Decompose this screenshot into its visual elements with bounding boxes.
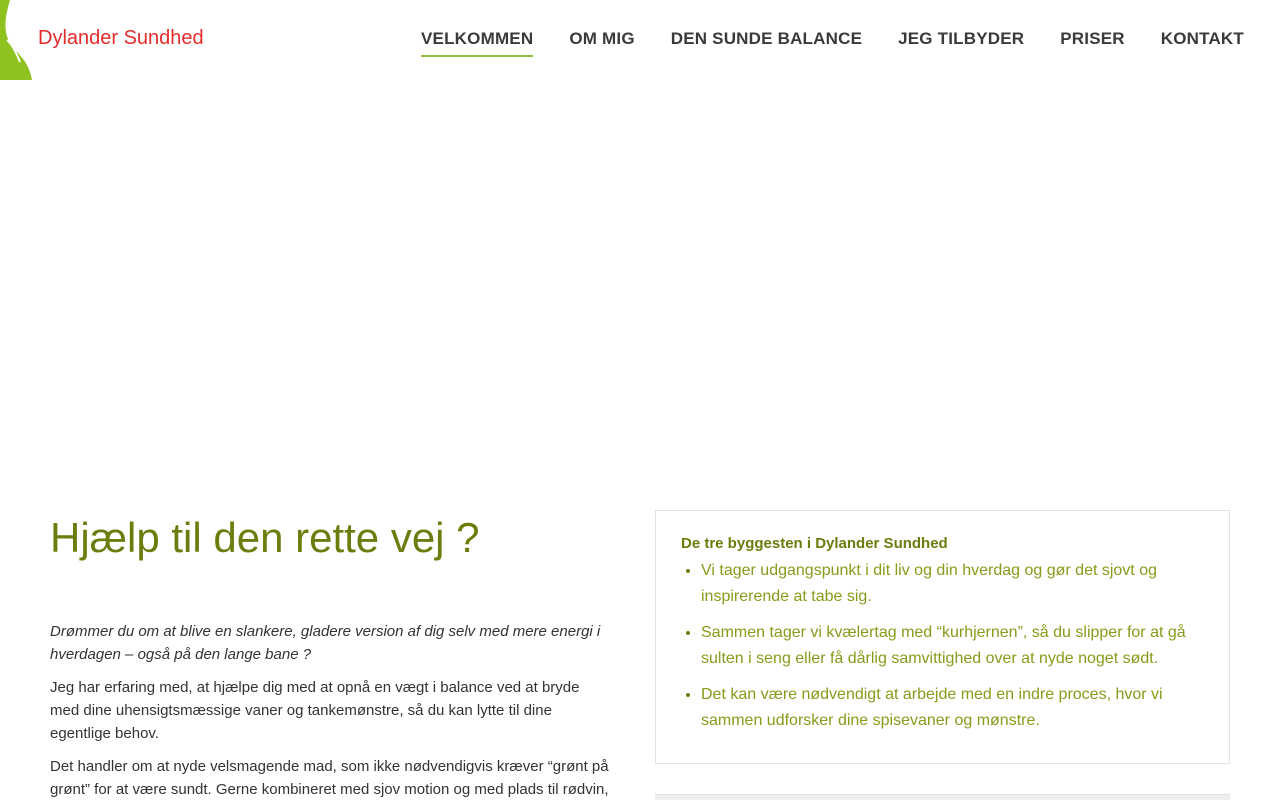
nav-item-velkommen[interactable]: VELKOMMEN (421, 25, 533, 55)
list-item: • Sammen tager vi kvælertag med “kurhjernen”, så du slipper for at gå sulten i seng eller få dårlig samvittighed over at nyde noget sødt. (701, 620, 1204, 672)
nav-item-jeg-tilbyder[interactable]: JEG TILBYDER (898, 29, 1025, 48)
nav-item-priser[interactable]: PRISER (1060, 29, 1125, 48)
intro-text: Drømmer du om at blive en slankere, gladere version af dig selv med mere energi i hverdagen – også på den lange bane ? (50, 623, 601, 663)
body-paragraph: Jeg har erfaring med, at hjælpe dig med at opnå en vægt i balance ved at bryde med dine uhensigtsmæssige vaner og tankemønstre, så du kan lytte til dine egentlige behov. (50, 679, 580, 742)
site-header (0, 0, 1280, 80)
list-item: • Det kan være nødvendigt at arbejde med en indre proces, hvor vi sammen udforsker dine spisevaner og mønstre. (701, 682, 1204, 734)
box-title: De tre byggesten i Dylander Sundhed (681, 535, 948, 552)
building-blocks-box (655, 510, 1230, 764)
leaf-logo-icon (0, 0, 38, 80)
main-nav (421, 0, 1244, 80)
brand-name: Dylander Sundhed (38, 27, 204, 49)
body-paragraph: Det handler om at nyde velsmagende mad, som ikke nødvendigvis kræver “grønt på grønt” for at være sundt. Gerne kombineret med sjov motion og med plads til rødvin, (50, 758, 609, 798)
main-content (50, 510, 610, 800)
nav-item-om-mig[interactable]: OM MIG (569, 29, 635, 48)
nav-item-den-sunde-balance[interactable]: DEN SUNDE BALANCE (670, 29, 863, 48)
page-title: Hjælp til den rette vej ? (50, 514, 480, 561)
building-blocks-list (681, 558, 1204, 734)
nav-item-kontakt[interactable]: KONTAKT (1160, 29, 1244, 48)
list-item: • Vi tager udgangspunkt i dit liv og din hverdag og gør det sjovt og inspirerende at tabe sig. (701, 558, 1204, 610)
secondary-box (655, 794, 1230, 800)
